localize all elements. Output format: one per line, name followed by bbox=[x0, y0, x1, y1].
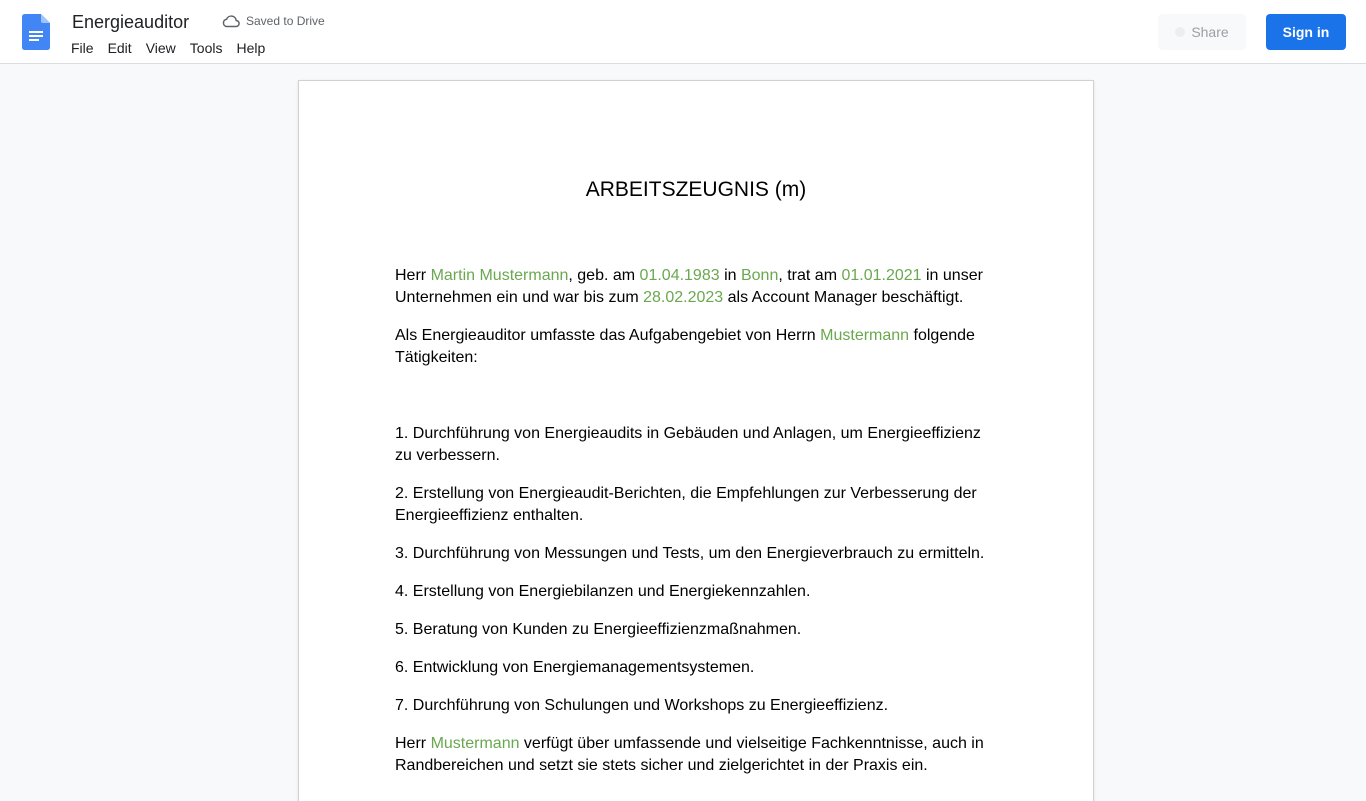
task-item: 3. Durchführung von Messungen und Tests, um den Energieverbrauch zu ermitteln. bbox=[395, 545, 985, 562]
birth-place: Bonn bbox=[740, 267, 779, 284]
task-item: 6. Entwicklung von Energiemanagementsystemen. bbox=[395, 659, 755, 676]
employee-name: Martin Mustermann bbox=[430, 267, 569, 284]
lock-icon bbox=[1175, 27, 1185, 37]
birth-date: 01.04.1983 bbox=[639, 267, 720, 284]
menu-bar bbox=[64, 38, 272, 58]
share-button[interactable] bbox=[1158, 14, 1246, 50]
closing-paragraph: Herr Mustermann verfügt über umfassende und vielseitige Fachkenntnisse, auch in Randbereichen und setzt sie stets sicher und zielgerichtet in der Praxis ein. bbox=[395, 735, 984, 774]
sign-in-button[interactable]: Sign in bbox=[1266, 14, 1346, 50]
intro-paragraph: Herr Martin Mustermann, geb. am 01.04.1983 in Bonn, trat am 01.01.2021 in unser Unternehmen ein und war bis zum 28.02.2023 als Account Manager beschäftigt. bbox=[395, 267, 983, 306]
menu-tools[interactable]: Tools bbox=[189, 40, 223, 56]
menu-help[interactable]: Help bbox=[236, 40, 266, 56]
task-item: 4. Erstellung von Energiebilanzen und Energiekennzahlen. bbox=[395, 583, 811, 600]
start-date: 01.01.2021 bbox=[841, 267, 922, 284]
end-date: 28.02.2023 bbox=[643, 289, 724, 306]
app-header bbox=[0, 0, 1366, 64]
task-item: 2. Erstellung von Energieaudit-Berichten, die Empfehlungen zur Verbesserung der Energieeffizienz enthalten. bbox=[395, 485, 977, 524]
employee-surname: Mustermann bbox=[820, 327, 910, 344]
empty-paragraph bbox=[395, 385, 997, 407]
tasks-intro-paragraph: Als Energieauditor umfasste das Aufgabengebiet von Herrn Mustermann folgende Tätigkeiten: bbox=[395, 327, 975, 366]
menu-edit[interactable]: Edit bbox=[107, 40, 132, 56]
menu-file[interactable]: File bbox=[71, 40, 94, 56]
employee-surname: Mustermann bbox=[430, 735, 520, 752]
cloud-done-icon bbox=[222, 14, 240, 28]
menu-view[interactable]: View bbox=[145, 40, 176, 56]
document-body[interactable] bbox=[395, 177, 997, 793]
docs-logo-icon[interactable] bbox=[22, 14, 50, 50]
task-item: 7. Durchführung von Schulungen und Workshops zu Energieeffizienz. bbox=[395, 697, 889, 714]
save-status-label: Saved to Drive bbox=[246, 14, 325, 28]
document-title[interactable]: Energieauditor bbox=[72, 12, 190, 32]
document-heading: ARBEITSZEUGNIS (m) bbox=[585, 178, 807, 201]
task-item: 5. Beratung von Kunden zu Energieeffizienzmaßnahmen. bbox=[395, 621, 802, 638]
document-page bbox=[299, 81, 1093, 801]
task-item: 1. Durchführung von Energieaudits in Gebäuden und Anlagen, um Energieeffizienz zu verbessern. bbox=[395, 425, 981, 464]
share-label: Share bbox=[1191, 24, 1229, 40]
save-status bbox=[222, 13, 325, 29]
